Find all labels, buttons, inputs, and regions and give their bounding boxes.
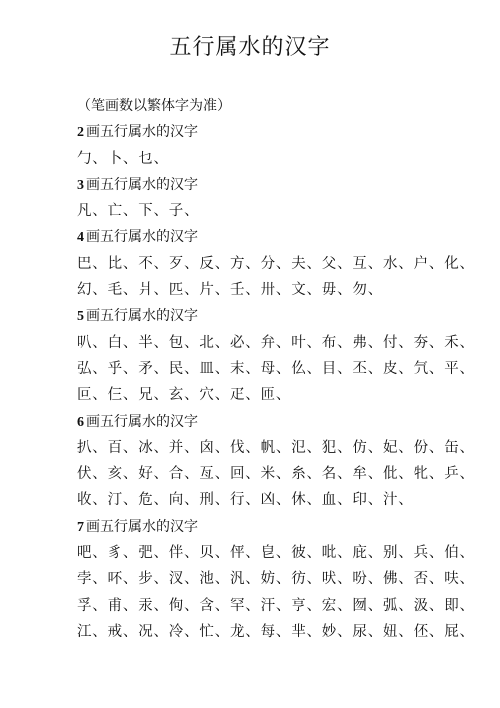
section-heading-label: 画五行属水的汉字 [86, 124, 198, 141]
section-heading [77, 224, 487, 250]
section-heading [77, 119, 487, 145]
section-heading [77, 303, 487, 329]
character-row: 孚、甫、汞、佝、含、罕、汗、亨、宏、囫、弧、汲、即、 [77, 597, 475, 614]
character-row: 孛、吥、步、汊、池、汎、妨、彷、吠、吩、佛、否、呋、 [77, 571, 475, 588]
character-row: 勹、卜、乜、 [77, 150, 169, 167]
character-row: 叵、仨、兄、玄、穴、疋、匝、 [77, 387, 292, 404]
character-row: 弘、乎、矛、民、皿、末、母、仫、目、丕、皮、氕、平、 [77, 360, 475, 377]
section-heading-label: 画五行属水的汉字 [86, 229, 198, 246]
section-heading-label: 画五行属水的汉字 [86, 413, 198, 430]
document-body [77, 93, 487, 645]
section-heading [77, 409, 487, 435]
section-heading [77, 514, 487, 540]
section-heading-label: 画五行属水的汉字 [86, 518, 198, 535]
document-title: 五行属水的汉字 [169, 35, 331, 60]
character-row: 巴、比、不、歹、反、方、分、夫、父、互、水、户、化、 [77, 255, 475, 272]
character-row: 伏、亥、好、合、亙、回、米、糸、名、牟、仳、牝、乒、 [77, 466, 475, 483]
stroke-count: 5 [77, 309, 84, 325]
stroke-count: 6 [77, 414, 84, 430]
section-heading-label: 画五行属水的汉字 [86, 176, 198, 193]
character-row: 扒、百、冰、并、囟、伐、帆、氾、犯、仿、妃、份、缶、 [77, 439, 475, 456]
stroke-count: 7 [77, 519, 84, 535]
character-row: 叭、白、半、包、北、必、弁、叶、布、弗、付、夯、禾、 [77, 334, 475, 351]
stroke-count: 2 [77, 125, 84, 141]
character-row: 吧、豸、弝、伴、贝、伻、皀、彼、吡、庇、别、兵、伯、 [77, 545, 475, 562]
stroke-count: 3 [77, 177, 84, 193]
section-heading-label: 画五行属水的汉字 [86, 308, 198, 325]
note-text: （笔画数以繁体字为准） [77, 98, 231, 114]
character-row: 江、戒、况、冷、忙、龙、每、芈、妙、尿、妞、伾、屁、 [77, 623, 475, 640]
stroke-count: 4 [77, 230, 84, 246]
character-row: 幻、毛、爿、匹、片、壬、卅、文、毋、勿、 [77, 282, 383, 299]
character-row: 收、汀、危、向、刑、行、凶、休、血、印、汁、 [77, 492, 414, 509]
section-heading [77, 172, 487, 198]
character-row: 凡、亡、下、子、 [77, 203, 200, 220]
